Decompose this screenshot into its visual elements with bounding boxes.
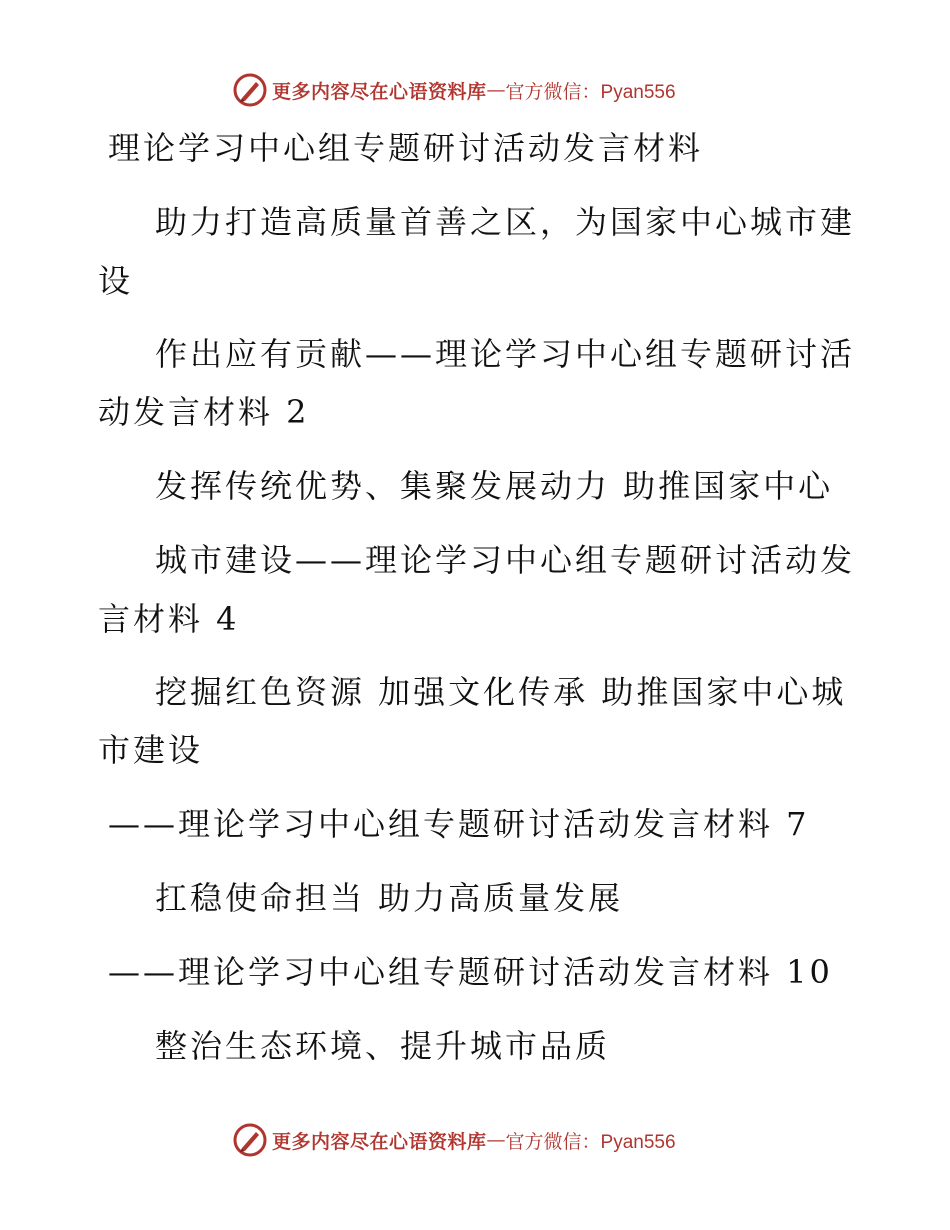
toc-line: 动发言材料 2 [98, 393, 310, 431]
toc-line: 发挥传统优势、集聚发展动力 助推国家中心 [155, 467, 834, 505]
document-title: 理论学习中心组专题研讨活动发言材料 [108, 129, 704, 167]
pen-logo-icon [232, 1122, 268, 1158]
banner-separator: — [486, 79, 506, 101]
toc-line: 设 [98, 262, 134, 300]
banner-wechat-text: 官方微信：Pyan556 [505, 1131, 676, 1153]
banner-wechat-text: 官方微信：Pyan556 [505, 81, 676, 103]
banner-site-text: 更多内容尽在心语资料库 [272, 1130, 487, 1153]
footer-watermark-banner [232, 1120, 676, 1160]
toc-line: 挖掘红色资源 加强文化传承 助推国家中心城 [155, 673, 847, 711]
toc-line: 扛稳使命担当 助力高质量发展 [155, 879, 624, 917]
toc-line: 助力打造高质量首善之区，为国家中心城市建 [155, 203, 856, 241]
banner-site-text: 更多内容尽在心语资料库 [272, 80, 487, 103]
toc-line: 言材料 4 [98, 600, 240, 638]
toc-line: 城市建设——理论学习中心组专题研讨活动发 [155, 541, 856, 579]
toc-line: 市建设 [98, 731, 204, 769]
header-watermark-banner [232, 70, 676, 110]
banner-separator: — [486, 1129, 506, 1151]
toc-line: 整治生态环境、提升城市品质 [155, 1027, 611, 1065]
toc-line: ——理论学习中心组专题研讨活动发言材料 7 [108, 805, 810, 843]
toc-line: ——理论学习中心组专题研讨活动发言材料 10 [108, 953, 833, 991]
toc-line: 作出应有贡献——理论学习中心组专题研讨活 [155, 335, 856, 373]
pen-logo-icon [232, 72, 268, 108]
